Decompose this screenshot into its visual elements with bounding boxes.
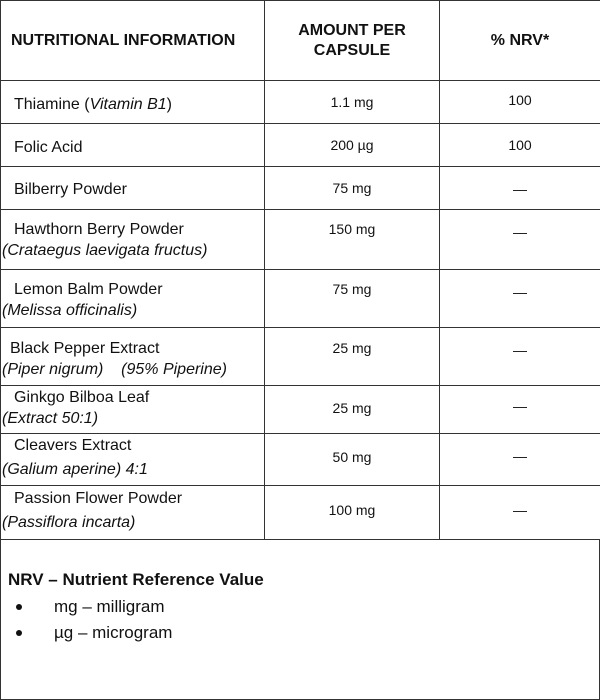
header-amount-line1: AMOUNT PER [298, 21, 406, 39]
ingredient-cell [1, 81, 265, 124]
ingredient-name-italic: Vitamin B1 [89, 96, 167, 113]
nrv-value: — [513, 224, 527, 240]
ingredient-latin-name: (Extract 50:1) [2, 410, 99, 427]
amount-value: 25 mg [332, 340, 372, 356]
table-row [1, 81, 600, 124]
ingredient-name: Cleavers Extract [14, 437, 132, 454]
header-nrv: % NRV* [440, 1, 600, 81]
table-row [1, 434, 600, 486]
ingredient-name: Passion Flower Powder [14, 490, 183, 507]
ingredient-cell [1, 486, 265, 540]
amount-cell [265, 434, 440, 486]
ingredient-name: Black Pepper Extract [10, 340, 160, 357]
amount-value: 150 mg [328, 221, 376, 237]
ingredient-latin-name: (Passiflora incarta) [2, 514, 136, 531]
ingredient-name: Folic Acid [14, 139, 83, 156]
header-amount-line2: CAPSULE [313, 41, 391, 59]
nrv-cell [440, 486, 600, 540]
amount-value: 25 mg [332, 400, 372, 416]
table-row [1, 386, 600, 434]
ingredient-name: Lemon Balm Powder [14, 281, 163, 298]
amount-value: 100 mg [328, 502, 376, 518]
ingredient-name-close: ) [166, 96, 172, 113]
header-amount-per-capsule [265, 1, 440, 81]
table-row [1, 210, 600, 270]
amount-cell [265, 81, 440, 124]
amount-value: 50 mg [332, 449, 372, 465]
nrv-value: — [513, 181, 527, 197]
nrv-value: — [513, 502, 527, 518]
ingredient-cell [1, 328, 265, 386]
amount-cell [265, 270, 440, 328]
nrv-cell [440, 328, 600, 386]
amount-cell [265, 328, 440, 386]
bullet-icon [16, 604, 22, 610]
table-row [1, 270, 600, 328]
amount-cell [265, 210, 440, 270]
ingredient-cell [1, 167, 265, 210]
ingredient-cell [1, 386, 265, 434]
nrv-cell [440, 210, 600, 270]
amount-cell [265, 386, 440, 434]
ingredient-name: Thiamine ( [14, 96, 90, 113]
bullet-icon [16, 630, 22, 636]
nrv-legend-title: NRV – Nutrient Reference Value [8, 570, 264, 589]
amount-value: 1.1 mg [330, 94, 374, 110]
ingredient-name: Ginkgo Bilboa Leaf [14, 389, 150, 406]
ingredient-name: Hawthorn Berry Powder [14, 221, 184, 238]
table-row [1, 167, 600, 210]
nrv-value: — [513, 448, 527, 464]
nrv-legend [0, 540, 600, 700]
table-row [1, 486, 600, 540]
nrv-value: — [513, 342, 527, 358]
ingredient-latin-name: (Piper nigrum) (95% Piperine) [2, 361, 227, 378]
amount-cell [265, 124, 440, 167]
ingredient-latin-name: (Melissa officinalis) [2, 302, 138, 319]
nrv-cell [440, 167, 600, 210]
amount-value: 200 µg [330, 137, 374, 153]
ingredient-latin-name: (Galium aperine) 4:1 [2, 461, 148, 478]
amount-value: 75 mg [332, 180, 372, 196]
nrv-value: 100 [508, 92, 532, 108]
ingredient-name: Bilberry Powder [14, 181, 127, 198]
ingredient-cell [1, 124, 265, 167]
amount-cell [265, 486, 440, 540]
ingredient-cell [1, 210, 265, 270]
ingredient-cell [1, 270, 265, 328]
table-header-row [1, 1, 600, 81]
amount-cell [265, 167, 440, 210]
nrv-value: — [513, 398, 527, 414]
nrv-cell [440, 386, 600, 434]
ingredient-latin-name: (Crataegus laevigata fructus) [2, 242, 208, 259]
nrv-cell [440, 81, 600, 124]
unit-definition: µg – microgram [54, 623, 173, 642]
nrv-cell [440, 270, 600, 328]
nrv-value: — [513, 284, 527, 300]
table-row [1, 328, 600, 386]
nrv-cell [440, 124, 600, 167]
nrv-cell [440, 434, 600, 486]
amount-value: 75 mg [332, 281, 372, 297]
table-row [1, 124, 600, 167]
header-nutritional-information: NUTRITIONAL INFORMATION [1, 1, 265, 81]
ingredient-cell [1, 434, 265, 486]
unit-definition: mg – milligram [54, 597, 165, 616]
nrv-value: 100 [508, 137, 532, 153]
